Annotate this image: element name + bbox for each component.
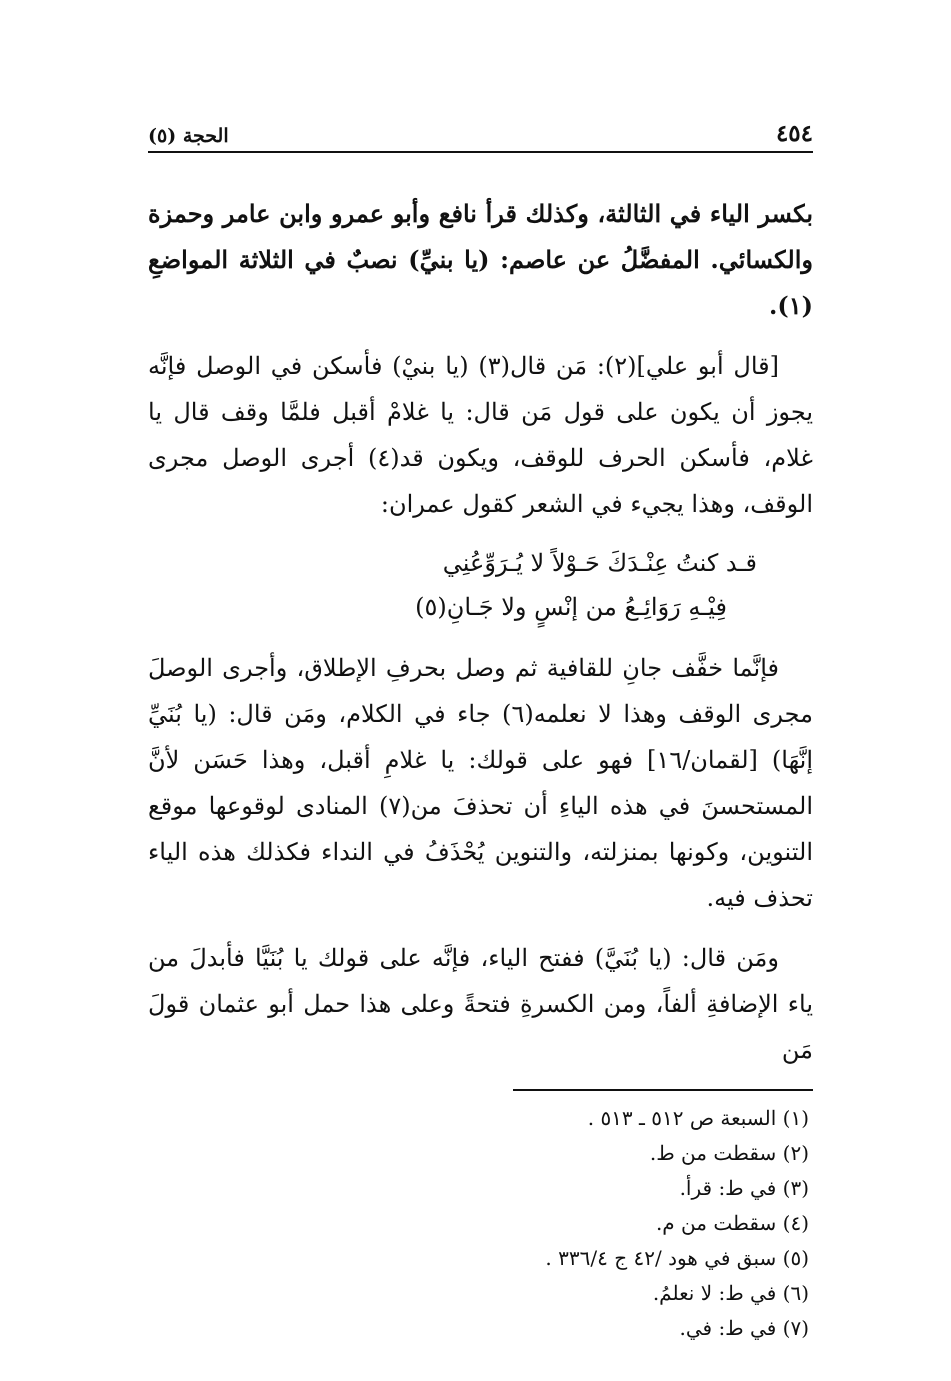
paragraph-4: ومَن قال: (يا بُنَيَّ) ففتح الياء، فإنَّه على قولك يا بُنَيَّا فأبدلَ من ياء الإضافةِ ألفاً، ومن الكسرةِ فتحةً وعلى هذا حمل أبو عثمان قولَ مَن [148,944,813,1064]
footnote-2: (٢) سقطت من ط. [649,1141,809,1165]
body-text [148,191,813,1073]
running-header [148,105,813,153]
paragraph-2: [قال أبو علي](٢): مَن قال(٣) (يا بنيْ) فأسكن في الوصل فإنَّه يجوز أن يكون على قول مَن قال: يا غلامْ أقبل فلمَّا وقف قال يا غلام، فأسكن الحرف للوقف، ويكون قد(٤) أجرى الوصل مجرى الوقف، وهذا يجيء في الشعر كقول عمران: [148,352,813,518]
footnote-4: (٤) سقطت من م. [655,1211,809,1235]
book-page [148,105,813,1346]
book-title: الحجة (٥) [148,125,229,147]
footnote-6: (٦) في ط: لا نعلمُ. [652,1281,809,1305]
footnote-divider [513,1089,813,1091]
footnote-5: (٥) سبق في هود /٤٢ ج ٣٣٦/٤ . [545,1246,809,1270]
footnotes [148,1101,813,1346]
footnote-1: (١) السبعة ص ٥١٢ ـ ٥١٣ . [587,1106,809,1130]
poem-hemistich-1: قـد كنتُ عِنْـدَكَ حَـوْلاً لا يُـرَوِّعُنِي [442,549,757,577]
poem-hemistich-2: فِيْـهِ رَوَائِـعُ من إنْسٍ ولا جَـانِ(٥) [415,593,727,621]
page-number: ٤٥٤ [775,120,813,147]
footnote-3: (٣) في ط: قرأ. [679,1176,809,1200]
footnote-7: (٧) في ط: في. [679,1316,809,1340]
paragraph-1: بكسر الياء في الثالثة، وكذلك قرأ نافع وأبو عمرو وابن عامر وحمزة والكسائي. المفضَّلُ عن عاصم: (يا بنيِّ) نصبٌ في الثلاثة المواضعِ (١). [148,199,814,320]
poem-verse [148,541,813,629]
paragraph-3: فإنَّما خفَّف جانِ للقافية ثم وصل بحرفِ الإطلاق، وأجرى الوصلَ مجرى الوقف وهذا لا نعلمه(٦) جاء في الكلام، ومَن قال: (يا بُنَيِّ إنَّهَا) [لقمان/١٦] فهو على قولك: يا غلامِ أقبل، وهذا حَسَن لأنَّ المستحسنَ في هذه الياءِ أن تحذفَ من(٧) المنادى لوقوعها موقع التنوين، وكونها بمنزلته، والتنوين يُحْذَفُ في النداء فكذلك هذه الياء تحذف فيه. [148,654,814,912]
